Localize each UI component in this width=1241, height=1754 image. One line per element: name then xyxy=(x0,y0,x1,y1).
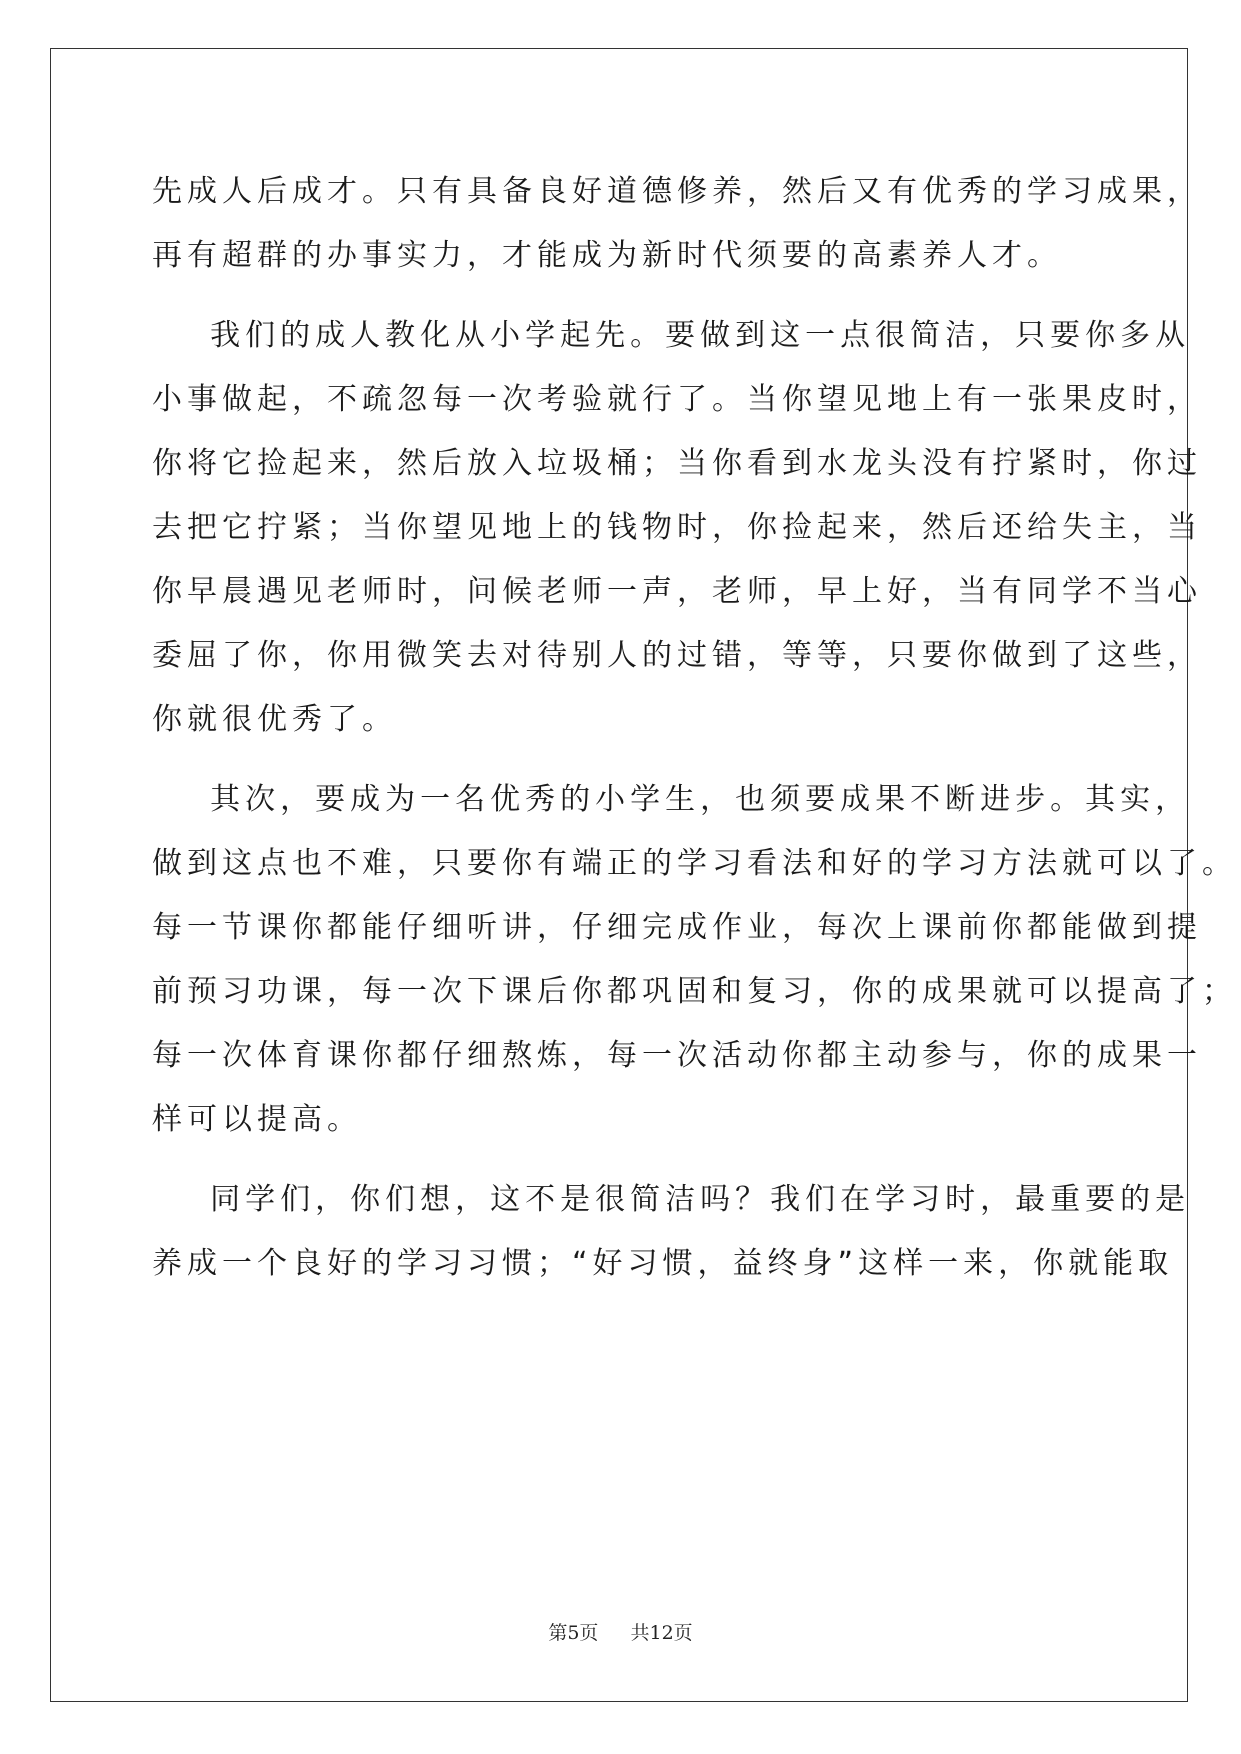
text-line: 前预习功课，每一次下课后你都巩固和复习，你的成果就可以提高了； xyxy=(152,974,1237,1009)
text-line: 每一节课你都能仔细听讲，仔细完成作业，每次上课前你都能做到提 xyxy=(152,910,1202,945)
text-line: 你就很优秀了。 xyxy=(152,702,397,737)
page-footer xyxy=(0,1618,1241,1645)
text-line: 委屈了你，你用微笑去对待别人的过错，等等，只要你做到了这些， xyxy=(152,638,1202,673)
text-line: 小事做起，不疏忽每一次考验就行了。当你望见地上有一张果皮时， xyxy=(152,382,1202,417)
text-line: 做到这点也不难，只要你有端正的学习看法和好的学习方法就可以了。 xyxy=(152,846,1237,881)
text-line: 你早晨遇见老师时，问候老师一声，老师，早上好，当有同学不当心 xyxy=(152,574,1202,609)
document-body xyxy=(152,160,1237,1296)
text-line: 样可以提高。 xyxy=(152,1102,362,1137)
text-line: 去把它拧紧；当你望见地上的钱物时，你捡起来，然后还给失主，当 xyxy=(152,510,1202,545)
text-line: 其次，要成为一名优秀的小学生，也须要成果不断进步。其实， xyxy=(152,782,1191,817)
text-line: 同学们，你们想，这不是很简洁吗？我们在学习时，最重要的是 xyxy=(152,1182,1191,1217)
page-total: 共12页 xyxy=(630,1622,693,1644)
text-line: 养成一个良好的学习习惯；“好习惯，益终身”这样一来，你就能取 xyxy=(152,1246,1174,1281)
text-line: 你将它捡起来，然后放入垃圾桶；当你看到水龙头没有拧紧时，你过 xyxy=(152,446,1202,481)
text-line: 再有超群的办事实力，才能成为新时代须要的高素养人才。 xyxy=(152,238,1062,273)
text-line: 先成人后成才。只有具备良好道德修养，然后又有优秀的学习成果， xyxy=(152,174,1202,209)
text-line: 每一次体育课你都仔细熬炼，每一次活动你都主动参与，你的成果一 xyxy=(152,1038,1202,1073)
text-line: 我们的成人教化从小学起先。要做到这一点很简洁，只要你多从 xyxy=(152,318,1191,353)
page-number: 第5页 xyxy=(548,1622,599,1644)
